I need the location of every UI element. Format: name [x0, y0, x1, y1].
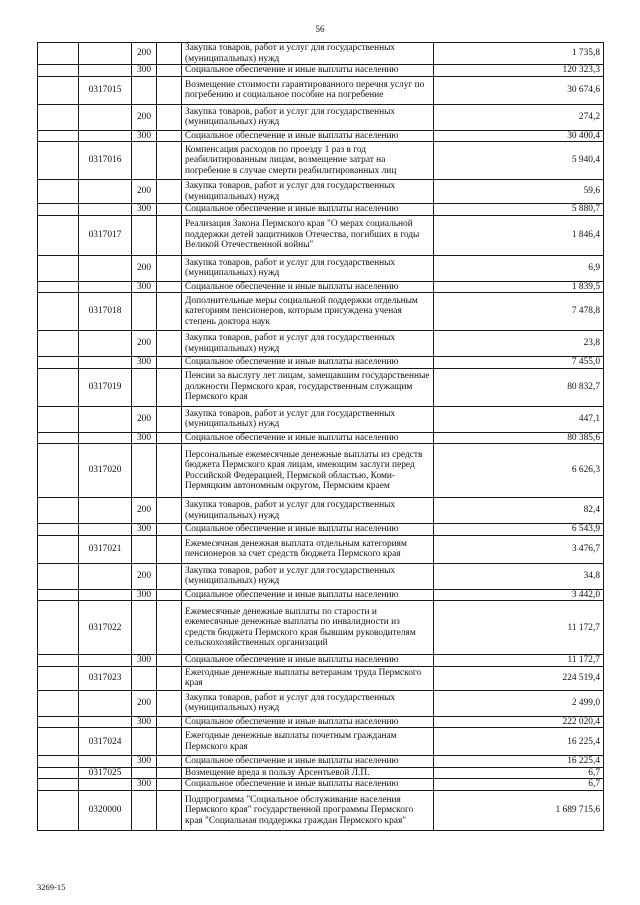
- budget-table-body: [38, 43, 604, 831]
- empty-cell: [38, 690, 79, 716]
- item-name-cell: Закупка товаров, работ и услуг для государственных (муниципальных) нужд: [182, 331, 434, 357]
- expense-type-cell: 300: [132, 130, 157, 142]
- item-name-cell: Ежемесячная денежная выплата отдельным категориям пенсионеров за счет средств бюджета Пермского края: [182, 535, 434, 563]
- expense-type-cell: [132, 293, 157, 331]
- table-row: [38, 255, 604, 281]
- table-row: [38, 406, 604, 432]
- item-name-cell: Закупка товаров, работ и услуг для государственных (муниципальных) нужд: [182, 104, 434, 130]
- table-row: [38, 130, 604, 142]
- amount-cell: 6,7: [434, 779, 604, 791]
- empty-cell: [38, 779, 79, 791]
- target-code-cell: [79, 255, 132, 281]
- expense-type-cell: [132, 76, 157, 104]
- table-row: [38, 756, 604, 768]
- item-name-cell: Закупка товаров, работ и услуг для государственных (муниципальных) нужд: [182, 563, 434, 589]
- table-row: [38, 281, 604, 293]
- empty-cell: [157, 535, 182, 563]
- empty-cell: [157, 498, 182, 524]
- empty-cell: [157, 767, 182, 779]
- target-code-cell: [79, 180, 132, 204]
- empty-cell: [157, 444, 182, 498]
- item-name-cell: Социальное обеспечение и иные выплаты населению: [182, 524, 434, 536]
- expense-type-cell: 300: [132, 779, 157, 791]
- item-name-cell: Социальное обеспечение и иные выплаты населению: [182, 65, 434, 77]
- table-row: [38, 204, 604, 216]
- target-code-cell: [79, 281, 132, 293]
- expense-type-cell: 300: [132, 756, 157, 768]
- item-name-cell: Закупка товаров, работ и услуг для государственных (муниципальных) нужд: [182, 690, 434, 716]
- amount-cell: 6 626,3: [434, 444, 604, 498]
- item-name-cell: Возмещение вреда в пользу Арсентьевой Л.П.: [182, 767, 434, 779]
- expense-type-cell: 300: [132, 655, 157, 667]
- expense-type-cell: [132, 790, 157, 830]
- empty-cell: [157, 666, 182, 690]
- empty-cell: [157, 790, 182, 830]
- empty-cell: [157, 589, 182, 601]
- table-row: [38, 790, 604, 830]
- table-row: [38, 767, 604, 779]
- empty-cell: [38, 43, 79, 65]
- table-row: [38, 563, 604, 589]
- expense-type-cell: 300: [132, 716, 157, 728]
- empty-cell: [157, 716, 182, 728]
- item-name-cell: Персональные ежемесячные денежные выплаты из средств бюджета Пермского края лицам, имеющим заслуги перед Российской Федерацией, Пермской областью, Коми-Пермяцким автономным округом, Пермским краем: [182, 444, 434, 498]
- expense-type-cell: 300: [132, 357, 157, 369]
- empty-cell: [157, 357, 182, 369]
- amount-cell: 30 400,4: [434, 130, 604, 142]
- empty-cell: [157, 43, 182, 65]
- amount-cell: 23,8: [434, 331, 604, 357]
- empty-cell: [157, 368, 182, 406]
- target-code-cell: [79, 204, 132, 216]
- page-number: 56: [315, 24, 325, 34]
- table-row: [38, 142, 604, 180]
- target-code-cell: [79, 589, 132, 601]
- empty-cell: [38, 432, 79, 444]
- expense-type-cell: 200: [132, 180, 157, 204]
- empty-cell: [38, 767, 79, 779]
- empty-cell: [157, 204, 182, 216]
- target-code-cell: 0317016: [79, 142, 132, 180]
- expense-type-cell: 200: [132, 255, 157, 281]
- target-code-cell: [79, 690, 132, 716]
- amount-cell: 82,4: [434, 498, 604, 524]
- empty-cell: [38, 215, 79, 255]
- empty-cell: [38, 444, 79, 498]
- table-row: [38, 444, 604, 498]
- expense-type-cell: 200: [132, 43, 157, 65]
- table-row: [38, 43, 604, 65]
- amount-cell: 1 839,5: [434, 281, 604, 293]
- item-name-cell: Компенсация расходов по проезду 1 раз в год реабилитированным лицам, возмещение затрат на погребение в случае смерти реабилитированных лиц: [182, 142, 434, 180]
- expense-type-cell: 300: [132, 65, 157, 77]
- target-code-cell: [79, 498, 132, 524]
- item-name-cell: Закупка товаров, работ и услуг для государственных (муниципальных) нужд: [182, 43, 434, 65]
- table-row: [38, 728, 604, 756]
- empty-cell: [157, 76, 182, 104]
- expense-type-cell: 300: [132, 281, 157, 293]
- empty-cell: [157, 130, 182, 142]
- empty-cell: [38, 76, 79, 104]
- expense-type-cell: 300: [132, 204, 157, 216]
- item-name-cell: Закупка товаров, работ и услуг для государственных (муниципальных) нужд: [182, 180, 434, 204]
- target-code-cell: [79, 331, 132, 357]
- item-name-cell: Ежемесячные денежные выплаты по старости и ежемесячные денежные выплаты по инвалидности из средств бюджета Пермского края бывшим руководителям сельскохозяйственных организаций: [182, 601, 434, 655]
- item-name-cell: Закупка товаров, работ и услуг для государственных (муниципальных) нужд: [182, 255, 434, 281]
- item-name-cell: Закупка товаров, работ и услуг для государственных (муниципальных) нужд: [182, 498, 434, 524]
- target-code-cell: [79, 406, 132, 432]
- expense-type-cell: 200: [132, 563, 157, 589]
- amount-cell: 5 940,4: [434, 142, 604, 180]
- empty-cell: [38, 716, 79, 728]
- amount-cell: 80 385,6: [434, 432, 604, 444]
- empty-cell: [38, 130, 79, 142]
- empty-cell: [157, 728, 182, 756]
- table-row: [38, 716, 604, 728]
- empty-cell: [157, 331, 182, 357]
- expense-type-cell: 300: [132, 432, 157, 444]
- item-name-cell: Социальное обеспечение и иные выплаты населению: [182, 357, 434, 369]
- empty-cell: [38, 204, 79, 216]
- item-name-cell: Ежегодные денежные выплаты почетным гражданам Пермского края: [182, 728, 434, 756]
- item-name-cell: Пенсии за выслугу лет лицам, замещавшим государственные должности Пермского края, государственным служащим Пермского края: [182, 368, 434, 406]
- empty-cell: [157, 142, 182, 180]
- target-code-cell: [79, 130, 132, 142]
- item-name-cell: Социальное обеспечение и иные выплаты населению: [182, 204, 434, 216]
- empty-cell: [157, 690, 182, 716]
- amount-cell: 34,8: [434, 563, 604, 589]
- expense-type-cell: [132, 368, 157, 406]
- item-name-cell: Реализация Закона Пермского края "О мерах социальной поддержки детей защитников Отечества, погибших в годы Великой Отечественной войны": [182, 215, 434, 255]
- empty-cell: [38, 524, 79, 536]
- item-name-cell: Закупка товаров, работ и услуг для государственных (муниципальных) нужд: [182, 406, 434, 432]
- expense-type-cell: 200: [132, 406, 157, 432]
- target-code-cell: [79, 65, 132, 77]
- expense-type-cell: [132, 535, 157, 563]
- table-row: [38, 779, 604, 791]
- item-name-cell: Социальное обеспечение и иные выплаты населению: [182, 779, 434, 791]
- target-code-cell: 0317020: [79, 444, 132, 498]
- empty-cell: [157, 779, 182, 791]
- empty-cell: [38, 255, 79, 281]
- table-row: [38, 104, 604, 130]
- target-code-cell: [79, 563, 132, 589]
- empty-cell: [157, 293, 182, 331]
- table-row: [38, 65, 604, 77]
- amount-cell: 3 442,0: [434, 589, 604, 601]
- table-row: [38, 331, 604, 357]
- table-row: [38, 293, 604, 331]
- empty-cell: [157, 180, 182, 204]
- target-code-cell: [79, 779, 132, 791]
- empty-cell: [157, 281, 182, 293]
- empty-cell: [38, 368, 79, 406]
- empty-cell: [157, 215, 182, 255]
- target-code-cell: 0320000: [79, 790, 132, 830]
- amount-cell: 11 172,7: [434, 601, 604, 655]
- item-name-cell: Дополнительные меры социальной поддержки отдельным категориям пенсионеров, которым присуждена ученая степень доктора наук: [182, 293, 434, 331]
- table-row: [38, 432, 604, 444]
- target-code-cell: [79, 432, 132, 444]
- target-code-cell: [79, 104, 132, 130]
- empty-cell: [38, 601, 79, 655]
- item-name-cell: Ежегодные денежные выплаты ветеранам труда Пермского края: [182, 666, 434, 690]
- table-row: [38, 690, 604, 716]
- amount-cell: 6,7: [434, 767, 604, 779]
- target-code-cell: 0317023: [79, 666, 132, 690]
- amount-cell: 6,9: [434, 255, 604, 281]
- empty-cell: [38, 589, 79, 601]
- target-code-cell: 0317021: [79, 535, 132, 563]
- table-row: [38, 215, 604, 255]
- amount-cell: 80 832,7: [434, 368, 604, 406]
- empty-cell: [38, 331, 79, 357]
- table-row: [38, 666, 604, 690]
- target-code-cell: 0317019: [79, 368, 132, 406]
- expense-type-cell: [132, 215, 157, 255]
- amount-cell: 5 880,7: [434, 204, 604, 216]
- target-code-cell: 0317025: [79, 767, 132, 779]
- target-code-cell: 0317018: [79, 293, 132, 331]
- table-row: [38, 655, 604, 667]
- amount-cell: 7 455,0: [434, 357, 604, 369]
- expense-type-cell: [132, 601, 157, 655]
- empty-cell: [157, 406, 182, 432]
- expense-type-cell: [132, 666, 157, 690]
- empty-cell: [38, 756, 79, 768]
- expense-type-cell: 200: [132, 331, 157, 357]
- expense-type-cell: 300: [132, 589, 157, 601]
- item-name-cell: Социальное обеспечение и иные выплаты населению: [182, 432, 434, 444]
- empty-cell: [38, 357, 79, 369]
- amount-cell: 274,2: [434, 104, 604, 130]
- empty-cell: [157, 655, 182, 667]
- table-row: [38, 498, 604, 524]
- empty-cell: [157, 255, 182, 281]
- amount-cell: 1 689 715,6: [434, 790, 604, 830]
- table-row: [38, 535, 604, 563]
- expense-type-cell: [132, 728, 157, 756]
- empty-cell: [157, 563, 182, 589]
- target-code-cell: 0317024: [79, 728, 132, 756]
- empty-cell: [157, 65, 182, 77]
- target-code-cell: [79, 756, 132, 768]
- table-row: [38, 368, 604, 406]
- empty-cell: [38, 104, 79, 130]
- amount-cell: 1 735,8: [434, 43, 604, 65]
- empty-cell: [38, 655, 79, 667]
- empty-cell: [157, 104, 182, 130]
- expense-type-cell: 200: [132, 498, 157, 524]
- table-row: [38, 589, 604, 601]
- table-row: [38, 357, 604, 369]
- item-name-cell: Социальное обеспечение и иные выплаты населению: [182, 655, 434, 667]
- table-row: [38, 180, 604, 204]
- table-row: [38, 524, 604, 536]
- amount-cell: 2 499,0: [434, 690, 604, 716]
- amount-cell: 16 225,4: [434, 728, 604, 756]
- footer-code: 3269-15: [37, 882, 66, 892]
- empty-cell: [38, 281, 79, 293]
- target-code-cell: 0317017: [79, 215, 132, 255]
- empty-cell: [157, 432, 182, 444]
- item-name-cell: Социальное обеспечение и иные выплаты населению: [182, 589, 434, 601]
- table-row: [38, 76, 604, 104]
- expense-type-cell: [132, 142, 157, 180]
- empty-cell: [157, 524, 182, 536]
- empty-cell: [38, 535, 79, 563]
- amount-cell: 120 323,3: [434, 65, 604, 77]
- empty-cell: [38, 142, 79, 180]
- item-name-cell: Социальное обеспечение и иные выплаты населению: [182, 716, 434, 728]
- item-name-cell: Социальное обеспечение и иные выплаты населению: [182, 756, 434, 768]
- target-code-cell: [79, 716, 132, 728]
- amount-cell: 59,6: [434, 180, 604, 204]
- amount-cell: 7 478,8: [434, 293, 604, 331]
- amount-cell: 6 543,9: [434, 524, 604, 536]
- target-code-cell: [79, 655, 132, 667]
- amount-cell: 11 172,7: [434, 655, 604, 667]
- empty-cell: [38, 728, 79, 756]
- expense-type-cell: [132, 767, 157, 779]
- empty-cell: [38, 498, 79, 524]
- amount-cell: 3 476,7: [434, 535, 604, 563]
- item-name-cell: Социальное обеспечение и иные выплаты населению: [182, 281, 434, 293]
- empty-cell: [38, 180, 79, 204]
- expense-type-cell: 200: [132, 690, 157, 716]
- empty-cell: [157, 756, 182, 768]
- empty-cell: [157, 601, 182, 655]
- amount-cell: 222 020,4: [434, 716, 604, 728]
- empty-cell: [38, 293, 79, 331]
- empty-cell: [38, 406, 79, 432]
- amount-cell: 1 846,4: [434, 215, 604, 255]
- expense-type-cell: 300: [132, 524, 157, 536]
- item-name-cell: Возмещение стоимости гарантированного перечня услуг по погребению и социальное пособие на погребение: [182, 76, 434, 104]
- target-code-cell: [79, 43, 132, 65]
- target-code-cell: [79, 524, 132, 536]
- empty-cell: [38, 790, 79, 830]
- item-name-cell: Подпрограмма "Социальное обслуживание населения Пермского края" государственной программы Пермского края "Социальная поддержка граждан Пермского края": [182, 790, 434, 830]
- empty-cell: [38, 563, 79, 589]
- empty-cell: [38, 65, 79, 77]
- table-row: [38, 601, 604, 655]
- target-code-cell: 0317022: [79, 601, 132, 655]
- target-code-cell: 0317015: [79, 76, 132, 104]
- amount-cell: 224 519,4: [434, 666, 604, 690]
- expense-type-cell: [132, 444, 157, 498]
- budget-table: [37, 42, 604, 831]
- expense-type-cell: 200: [132, 104, 157, 130]
- amount-cell: 30 674,6: [434, 76, 604, 104]
- empty-cell: [38, 666, 79, 690]
- amount-cell: 447,1: [434, 406, 604, 432]
- item-name-cell: Социальное обеспечение и иные выплаты населению: [182, 130, 434, 142]
- target-code-cell: [79, 357, 132, 369]
- amount-cell: 16 225,4: [434, 756, 604, 768]
